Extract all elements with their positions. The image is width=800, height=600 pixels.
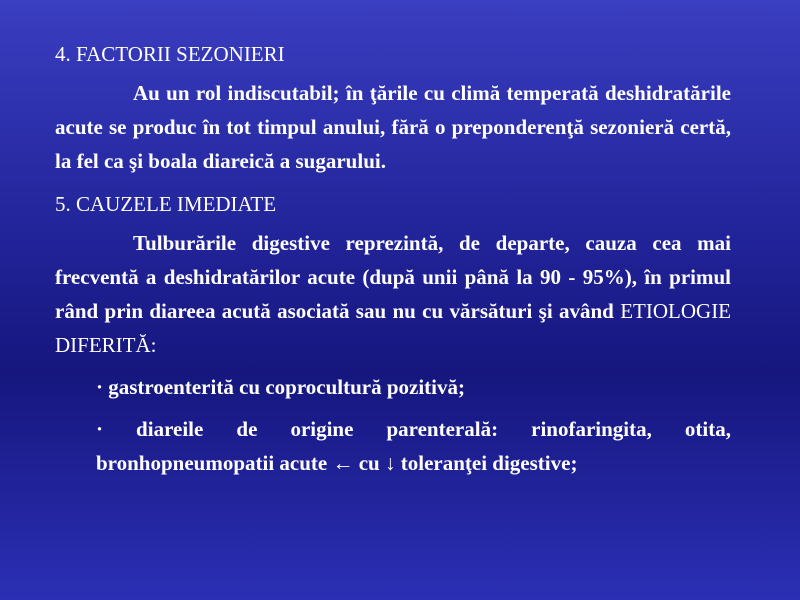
section-4-paragraph: Au un rol indiscutabil; în ţările cu climă temperată deshidratările acute se produc în tot timpul anului, fără o preponderenţă sezonieră certă, la fel ca şi boala diareică a sugarului. — [55, 81, 731, 173]
bullet-item-diareile: · diareile de origine parenterală: rinofaringita, otita, bronhopneumopatii acute ← cu ↓ toleranţei digestive; — [96, 417, 731, 475]
section-5-heading: 5. CAUZELE IMEDIATE — [55, 192, 277, 216]
section-4-heading: 4. FACTORII SEZONIERI — [55, 42, 285, 66]
slide-content — [55, 40, 731, 488]
section-5-paragraph — [55, 226, 731, 362]
section-5-paragraph-main: Tulburările digestive reprezintă, de departe, cauza cea mai frecventă a deshidratărilor acute (după unii până la 90 - 95%), în primul rând prin diareea acută asociată sau nu cu vărsături şi având — [55, 231, 731, 323]
bullet-item-gastroenterita: · gastroenterită cu coprocultură pozitivă; — [96, 375, 465, 399]
section-5-paragraph-caps: ETIOLOGIE DIFERITĂ: — [55, 299, 732, 357]
bullet-list — [55, 370, 731, 480]
